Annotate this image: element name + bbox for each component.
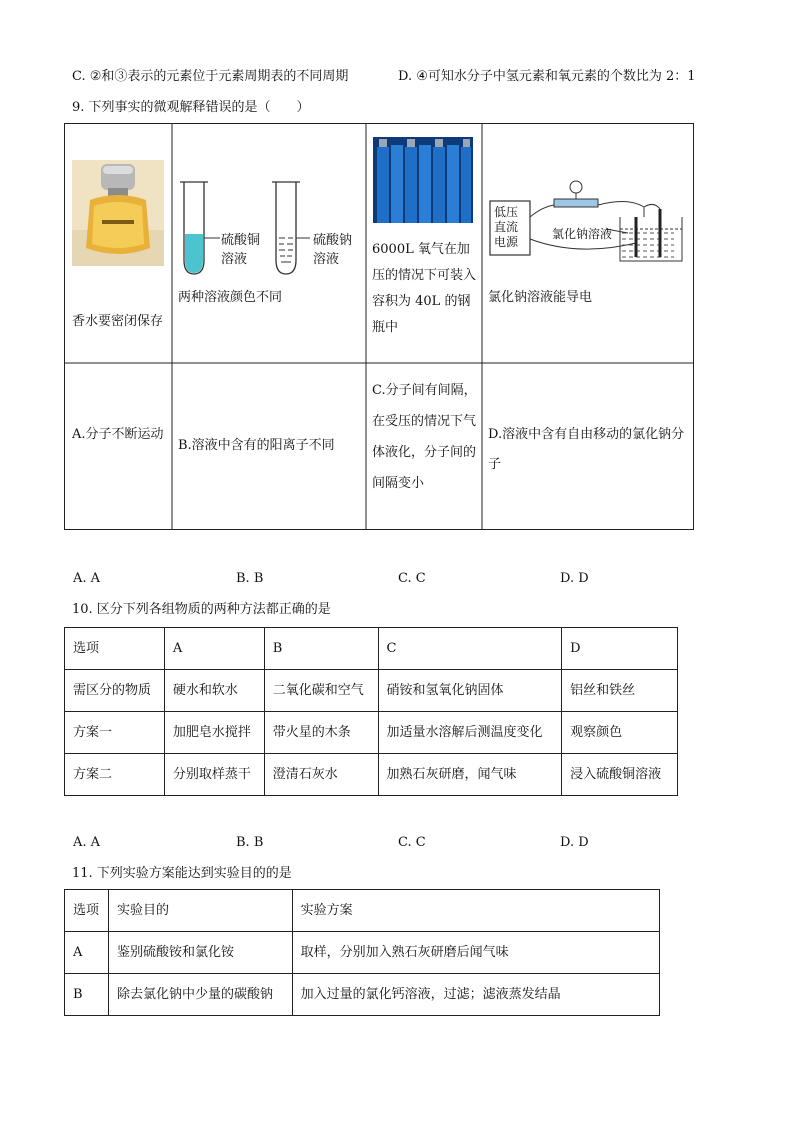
perfume-bottle-image [72,160,164,266]
fact-sodium-chloride-conducts: 氯化钠溶液能导电 [488,290,593,305]
option-c: C. ②和③表示的元素位于元素周期表的不同周期 [72,69,349,84]
question-10-stem: 10. 区分下列各组物质的两种方法都正确的是 [72,602,331,617]
fact-perfume: 香水要密闭保存 [72,314,164,329]
q9-table [64,123,694,530]
q11-table [64,889,660,1016]
explanation-a: A.分子不断运动 [72,427,164,442]
tube-label-sodium-sulfate: 硫酸钠溶液 [313,233,353,267]
table-cell: 加入过量的氯化钙溶液，过滤；滤液蒸发结晶 [292,974,659,1016]
oxygen-cylinders-image [373,137,473,223]
table-cell: 除去氯化钠中少量的碳酸钠 [108,974,292,1016]
explanation-d: D.溶液中含有自由移动的氯化钠分子 [488,427,685,472]
table-cell: 硝铵和氢氧化钠固体 [378,670,562,712]
q11-header-cell: 实验目的 [108,890,292,932]
table-cell: 硬水和软水 [164,670,264,712]
table-cell: 二氧化碳和空气 [264,670,378,712]
q11-header-cell: 实验方案 [292,890,659,932]
circuit-power-label: 低压直流电源 [494,205,519,249]
table-cell: 铝丝和铁丝 [562,670,678,712]
table-row [65,754,678,796]
fact-oxygen-cylinder: 6000L 氧气在加压的情况下可装入容积为 40L 的钢瓶中 [372,242,477,335]
q10-header-cell: B [264,628,378,670]
table-cell: A [65,932,109,974]
table-cell: 鉴别硫酸铵和氯化铵 [108,932,292,974]
q10-table [64,627,678,796]
question-9-stem: 9. 下列事实的微观解释错误的是（ ） [72,100,310,115]
q10-choice-a[interactable]: A. A [73,835,101,850]
table-cell: 取样，分别加入熟石灰研磨后闻气味 [292,932,659,974]
tube-label-copper-sulfate: 硫酸铜溶液 [221,233,261,267]
q9-choices [0,570,794,588]
table-cell: 浸入硫酸铜溶液 [562,754,678,796]
q10-header-cell: C [378,628,562,670]
q10-choice-c[interactable]: C. C [398,835,426,850]
q10-header-cell: 选项 [65,628,165,670]
table-cell: 加熟石灰研磨，闻气味 [378,754,562,796]
q11-header-row [65,890,660,932]
q10-choice-d[interactable]: D. D [560,835,589,850]
q11-header-cell: 选项 [65,890,109,932]
q9-choice-b[interactable]: B. B [236,571,264,586]
table-row [65,974,660,1016]
table-cell: 加适量水溶解后测温度变化 [378,712,562,754]
q10-choices [0,834,794,852]
table-cell: 加肥皂水搅拌 [164,712,264,754]
table-cell: 方案一 [65,712,165,754]
table-cell: B [65,974,109,1016]
q10-header-cell: D [562,628,678,670]
table-row [65,670,678,712]
table-cell: 方案二 [65,754,165,796]
q10-choice-b[interactable]: B. B [236,835,264,850]
table-cell: 带火星的木条 [264,712,378,754]
table-cell: 观察颜色 [562,712,678,754]
table-row [65,932,660,974]
q9-choice-c[interactable]: C. C [398,571,426,586]
table-cell: 分别取样蒸干 [164,754,264,796]
fact-solution-color: 两种溶液颜色不同 [178,290,283,305]
table-cell: 需区分的物质 [65,670,165,712]
q10-header-row [65,628,678,670]
table-row [65,712,678,754]
circuit-solution-label: 氯化钠溶液 [552,227,613,241]
q9-choice-a[interactable]: A. A [73,571,101,586]
q10-header-cell: A [164,628,264,670]
explanation-b: B.溶液中含有的阳离子不同 [178,438,335,453]
question-11-stem: 11. 下列实验方案能达到实验目的的是 [72,866,292,881]
option-d: D. ④可知水分子中氢元素和氧元素的个数比为 2：1 [398,69,696,84]
table-cell: 澄清石灰水 [264,754,378,796]
q9-choice-d[interactable]: D. D [560,571,589,586]
explanation-c: C.分子间有间隔，在受压的情况下气体液化，分子间的间隔变小 [372,383,477,491]
